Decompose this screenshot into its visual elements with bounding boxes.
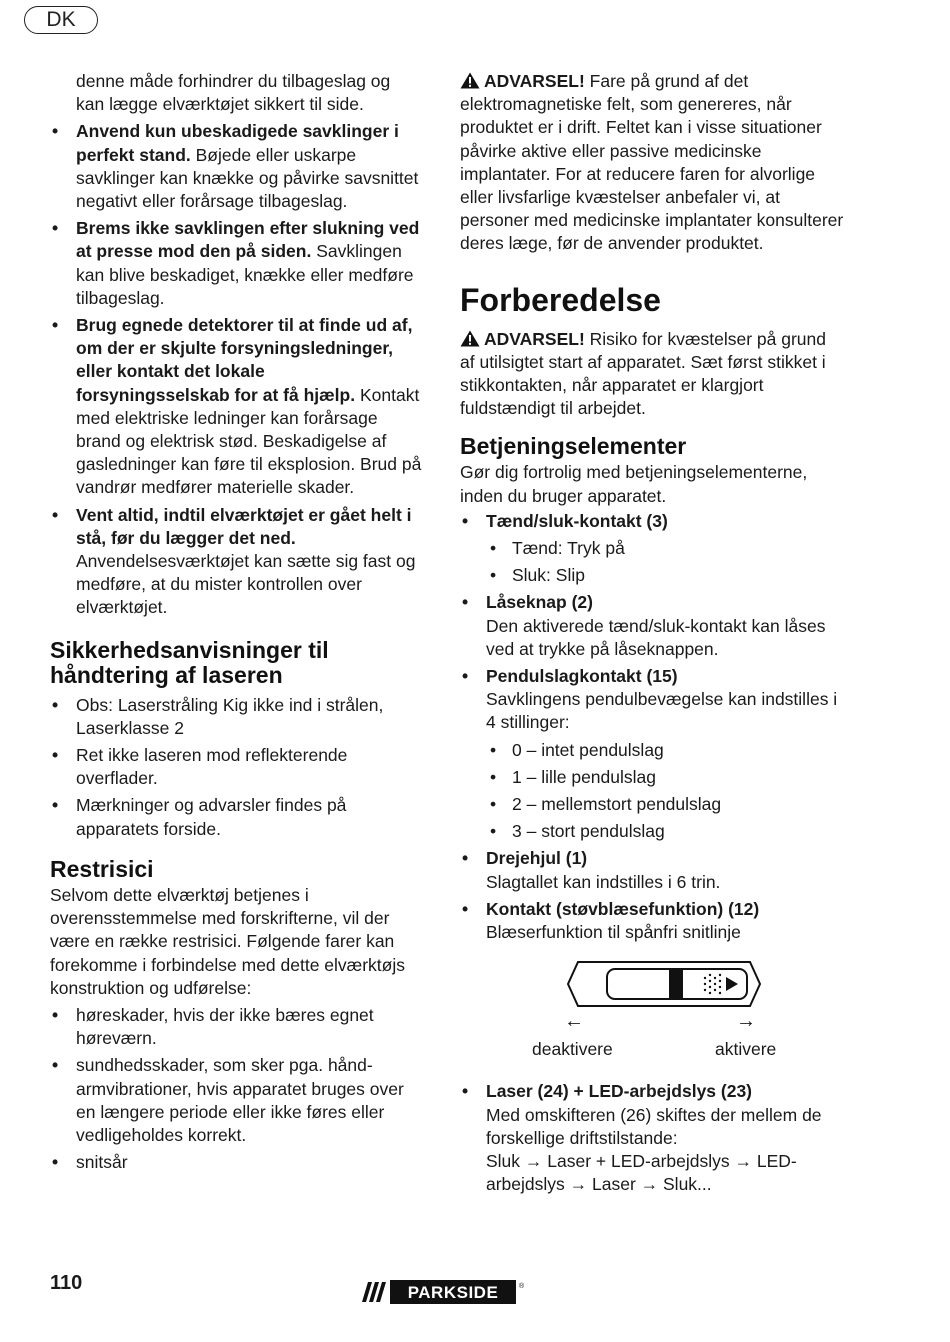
parkside-logo-icon [360, 1279, 525, 1305]
bullet-bold-text: Anvend kun ubeskadigede savklinger i perfekt stand. [76, 121, 399, 165]
warning-text: Risiko for kvæstelser på grund af utilsigtet start af apparatet. Sæt først stikket i stikkontakten, når apparatet er klargjort fuldstændigt til arbejdet. [460, 328, 827, 419]
control-text: Med omskifteren (26) skiftes der mellem de forskellige driftstilstande: [486, 1104, 822, 1148]
warning-triangle-icon [460, 72, 480, 89]
intro-paragraph: denne måde forhindrer du tilbageslag og kan lægge elværktøjet sikkert til side. [76, 71, 391, 115]
list-item: • Obs: Laserstråling Kig ikke ind i strålen, Laserklasse 2 [50, 694, 422, 740]
control-title: Pendulslagkontakt (15) [486, 666, 678, 687]
residual-risks-intro: Selvom dette elværktøj betjenes i overensstemmelse med forskrifterne, vil der være en række restrisici. Følgende farer kan forekomme i forbindelse med dette elværktøjs konstruktion og udførelse: [50, 884, 405, 998]
list-item: • sundhedsskader, som sker pga. hånd-armvibrationer, hvis apparatet bruges over en længere periode eller ikke føres eller vedligeholdes korrekt. [50, 1054, 422, 1147]
controls-intro: Gør dig fortrolig med betjeningselementerne, inden du bruger apparatet. [460, 462, 808, 506]
mode-sequence: Sluk → Laser + LED-arbejdslys → LED-arbejdslys → Laser → Sluk... [486, 1150, 797, 1195]
list-item: • Mærkninger og advarsler findes på apparatets forside. [50, 794, 422, 840]
control-title: Drejehjul (1) [486, 848, 588, 869]
arrow-right-icon: → [736, 1010, 756, 1033]
start-warning [460, 328, 844, 421]
list-item: • 1 – lille pendulslag [486, 766, 844, 789]
control-title: Kontakt (støvblæsefunktion) (12) [486, 898, 760, 919]
laser-list [460, 1080, 844, 1196]
controls-list [460, 510, 844, 944]
language-badge: DK [24, 6, 98, 34]
brand-name: PARKSIDE [407, 1283, 499, 1302]
laser-safety-heading: Sikkerhedsanvisninger til håndtering af laseren [50, 636, 329, 688]
bullet-text: Anvendelsesværktøjet kan sætte sig fast og medføre, at du mister kontrollen over elværktøjet. [76, 551, 416, 618]
arrow-left-icon: ← [564, 1010, 584, 1033]
switch-sublist [486, 537, 844, 587]
control-title: Laser (24) + LED-arbejdslys (23) [486, 1081, 753, 1102]
list-item [50, 314, 422, 500]
list-item: • Sluk: Slip [486, 564, 844, 587]
control-title: Tænd/sluk-kontakt (3) [486, 510, 668, 531]
residual-risks-list [50, 1004, 422, 1174]
left-column [50, 70, 422, 1174]
list-item [460, 898, 844, 944]
bullet-text: Savklingen kan blive beskadiget, knække eller medføre tilbageslag. [76, 241, 414, 308]
control-text: Blæserfunktion til spånfri snitlinje [486, 922, 741, 943]
warning-label: ADVARSEL! [484, 71, 585, 91]
blower-switch-illustration [460, 962, 844, 1032]
list-item [460, 847, 844, 893]
list-item [460, 591, 844, 661]
warning-triangle-icon [460, 330, 480, 347]
section-title: Forberedelse [460, 281, 661, 318]
control-text: Savklingens pendulbevægelse kan indstilles i 4 stillinger: [486, 689, 838, 733]
brand-logo [360, 1279, 525, 1305]
page-number: 110 [50, 1272, 83, 1294]
laser-safety-list [50, 694, 422, 841]
list-item [460, 1080, 844, 1196]
list-item [460, 665, 844, 843]
warning-text: Fare på grund af det elektromagnetiske felt, som genereres, når produktet er i drift. Feltet kan i visse situationer påvirke aktive eller passive medicinske implantater. For at reducere faren for alvorlige eller livsfarlige kvæstelser anbefaler vi, at personer med medicinske implantater konsulterer deres læge, før de anvender produktet. [460, 71, 844, 254]
deactivate-label: deaktivere [532, 1039, 613, 1060]
bullet-bold-text: Brems ikke savklingen efter slukning ved at presse mod den på siden. [76, 218, 420, 262]
blower-switch-diagram [460, 962, 844, 1072]
list-item: • 3 – stort pendulslag [486, 820, 844, 843]
warning-label: ADVARSEL! [484, 328, 585, 349]
list-item [50, 217, 422, 310]
bullet-text: Kontakt med elektriske ledninger kan forårsage brand og elektrisk stød. Beskadigelse af gasledninger kan føre til eksplosion. Brud på vandrør medfører materielle skader. [76, 384, 422, 498]
list-item: • Tænd: Tryk på [486, 537, 844, 560]
activate-label: aktivere [715, 1039, 777, 1060]
list-item: • 2 – mellemstort pendulslag [486, 793, 844, 816]
pendulum-sublist [486, 739, 844, 844]
list-item [50, 504, 422, 620]
bullet-bold-text: Brug egnede detektorer til at finde ud af, om der er skjulte forsyningsledninger, eller kontakt det lokale forsyningsselskab for at få hjælp. [76, 315, 413, 405]
list-item: • Ret ikke laseren mod reflekterende overflader. [50, 744, 422, 790]
safety-bullet-list [50, 120, 422, 619]
svg-text:®: ® [519, 1283, 525, 1290]
control-title: Låseknap (2) [486, 592, 593, 613]
right-column [460, 70, 844, 1196]
list-item: • snitsår [50, 1151, 422, 1174]
emf-warning [460, 70, 844, 256]
control-text: Den aktiverede tænd/sluk-kontakt kan låses ved at trykke på låseknappen. [486, 615, 826, 659]
residual-risks-heading: Restrisici [50, 855, 154, 882]
bullet-text: Bøjede eller uskarpe savklinger kan knække og påvirke savsnittet negativt eller forårsage tilbageslag. [76, 144, 419, 212]
control-text: Slagtallet kan indstilles i 6 trin. [486, 871, 721, 892]
list-item [50, 120, 422, 213]
controls-heading: Betjeningselementer [460, 433, 687, 460]
list-item [460, 510, 844, 588]
list-item: • høreskader, hvis der ikke bæres egnet høreværn. [50, 1004, 422, 1050]
list-item: • 0 – intet pendulslag [486, 739, 844, 762]
bullet-bold-text: Vent altid, indtil elværktøjet er gået helt i stå, før du lægger det ned. [76, 504, 412, 548]
